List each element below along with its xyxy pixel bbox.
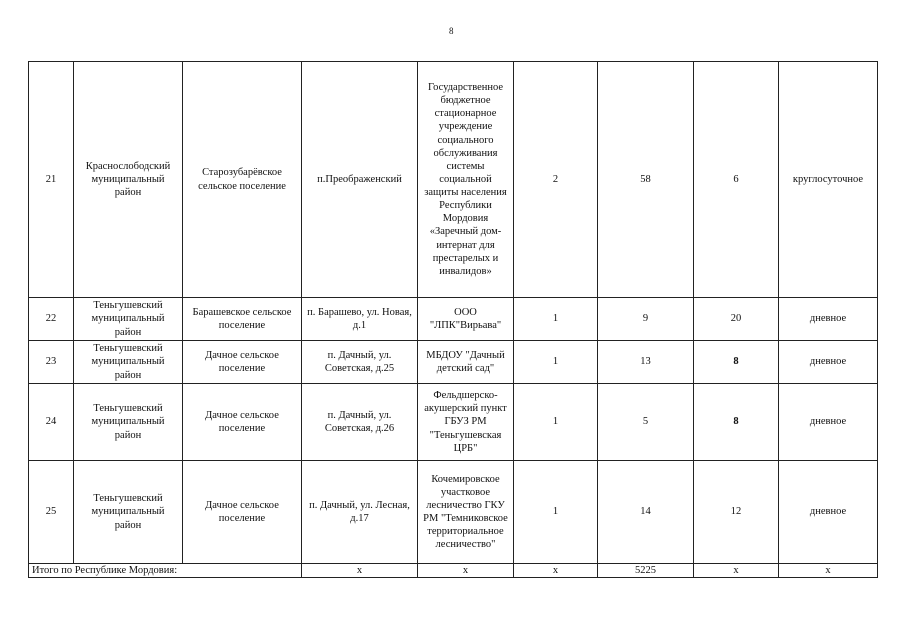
count-cell-3: 12 xyxy=(694,461,779,564)
organization-cell: Фельдшерско-акушерский пункт ГБУЗ РМ "Теньгушевская ЦРБ" xyxy=(418,384,514,461)
settlement-cell: Дачное сельское поселение xyxy=(183,461,302,564)
count-cell-2: 14 xyxy=(598,461,694,564)
total-row xyxy=(29,564,878,578)
table-row xyxy=(29,298,878,341)
address-cell: п. Дачный, ул. Лесная, д.17 xyxy=(302,461,418,564)
count-cell-1: 1 xyxy=(514,341,598,384)
count-cell-2: 58 xyxy=(598,62,694,298)
organization-cell: Государственное бюджетное стационарное учреждение социального обслуживания системы социальной защиты населения Республики Мордовия «Заречный дом-интернат для престарелых и инвалидов» xyxy=(418,62,514,298)
settlement-cell: Дачное сельское поселение xyxy=(183,341,302,384)
mode-cell: дневное xyxy=(779,461,878,564)
table-row xyxy=(29,461,878,564)
row-number: 22 xyxy=(29,298,74,341)
count-cell-2: 13 xyxy=(598,341,694,384)
count-cell-3: 6 xyxy=(694,62,779,298)
row-number: 23 xyxy=(29,341,74,384)
page-number: 8 xyxy=(449,26,454,36)
address-cell: п. Дачный, ул. Советская, д.25 xyxy=(302,341,418,384)
count-cell-1: 1 xyxy=(514,384,598,461)
district-cell: Теньгушевский муниципальный район xyxy=(74,384,183,461)
count-cell-1: 1 xyxy=(514,298,598,341)
count-cell-3: 8 xyxy=(694,341,779,384)
count-cell-2: 5 xyxy=(598,384,694,461)
total-address: х xyxy=(302,564,418,578)
mode-cell: дневное xyxy=(779,298,878,341)
row-number: 21 xyxy=(29,62,74,298)
total-count-1: х xyxy=(514,564,598,578)
mode-cell: дневное xyxy=(779,384,878,461)
district-cell: Теньгушевский муниципальный район xyxy=(74,341,183,384)
settlement-cell: Старозубарёвское сельское поселение xyxy=(183,62,302,298)
mode-cell: круглосуточное xyxy=(779,62,878,298)
table-row xyxy=(29,384,878,461)
mode-cell: дневное xyxy=(779,341,878,384)
count-cell-2: 9 xyxy=(598,298,694,341)
row-number: 25 xyxy=(29,461,74,564)
organization-cell: ООО "ЛПК"Вирьава" xyxy=(418,298,514,341)
total-organization: х xyxy=(418,564,514,578)
table-row xyxy=(29,341,878,384)
total-count-3: х xyxy=(694,564,779,578)
settlement-cell: Дачное сельское поселение xyxy=(183,384,302,461)
count-cell-3: 20 xyxy=(694,298,779,341)
table-row xyxy=(29,62,878,298)
total-label: Итого по Республике Мордовия: xyxy=(29,564,302,578)
organization-cell: Кочемировское участковое лесничество ГКУ РМ "Темниковское территориальное лесничество" xyxy=(418,461,514,564)
organization-cell: МБДОУ "Дачный детский сад" xyxy=(418,341,514,384)
count-cell-1: 1 xyxy=(514,461,598,564)
data-table xyxy=(28,61,878,578)
row-number: 24 xyxy=(29,384,74,461)
count-cell-1: 2 xyxy=(514,62,598,298)
count-cell-3: 8 xyxy=(694,384,779,461)
total-count-2: 5225 xyxy=(598,564,694,578)
district-cell: Теньгушевский муниципальный район xyxy=(74,461,183,564)
total-mode: х xyxy=(779,564,878,578)
address-cell: п. Барашево, ул. Новая, д.1 xyxy=(302,298,418,341)
address-cell: п.Преображенский xyxy=(302,62,418,298)
address-cell: п. Дачный, ул. Советская, д.26 xyxy=(302,384,418,461)
district-cell: Теньгушевский муниципальный район xyxy=(74,298,183,341)
settlement-cell: Барашевское сельское поселение xyxy=(183,298,302,341)
district-cell: Краснослободский муниципальный район xyxy=(74,62,183,298)
